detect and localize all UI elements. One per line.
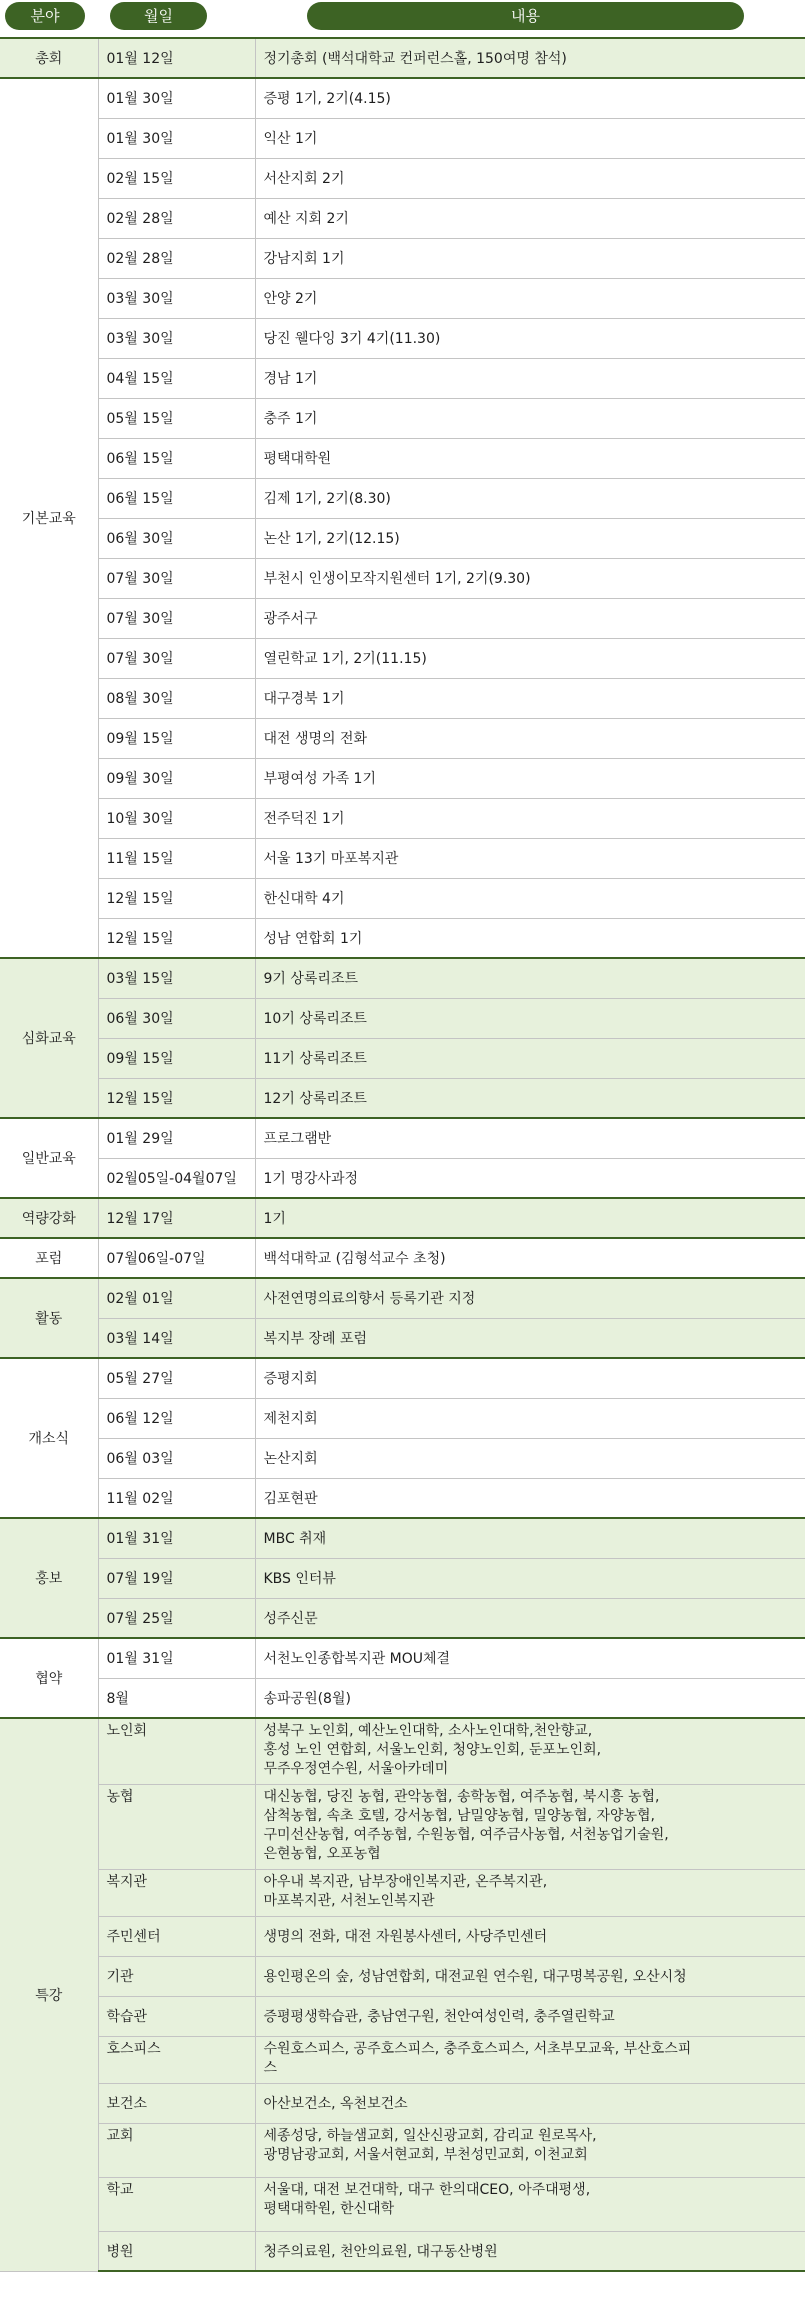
content-cell: 성주신문 <box>255 1598 805 1638</box>
date-cell: 호스피스 <box>98 2036 255 2083</box>
date-cell: 02월 28일 <box>98 198 255 238</box>
header-category: 분야 <box>5 2 85 30</box>
table-row <box>0 1784 805 1869</box>
date-cell: 01월 31일 <box>98 1638 255 1678</box>
content-cell: 평택대학원 <box>255 438 805 478</box>
table-row <box>0 1478 805 1518</box>
content-cell: 아우내 복지관, 남부장애인복지관, 온주복지관, 마포복지관, 서천노인복지관 <box>255 1869 805 1916</box>
table-row <box>0 1916 805 1956</box>
date-cell: 01월 30일 <box>98 118 255 158</box>
table-row <box>0 798 805 838</box>
content-cell: 생명의 전화, 대전 자원봉사센터, 사당주민센터 <box>255 1916 805 1956</box>
table-row <box>0 318 805 358</box>
category-cell: 일반교육 <box>0 1118 98 1198</box>
content-cell: 충주 1기 <box>255 398 805 438</box>
date-cell: 02월 28일 <box>98 238 255 278</box>
date-cell: 06월 30일 <box>98 998 255 1038</box>
table-row <box>0 758 805 798</box>
content-cell: 정기총회 (백석대학교 컨퍼런스홀, 150여명 참석) <box>255 38 805 78</box>
content-cell: KBS 인터뷰 <box>255 1558 805 1598</box>
table-row <box>0 1278 805 1318</box>
content-cell: 한신대학 4기 <box>255 878 805 918</box>
table-row <box>0 1598 805 1638</box>
content-cell: 제천지회 <box>255 1398 805 1438</box>
content-cell: 서울 13기 마포복지관 <box>255 838 805 878</box>
content-cell: 서천노인종합복지관 MOU체결 <box>255 1638 805 1678</box>
date-cell: 12월 15일 <box>98 1078 255 1118</box>
content-cell: 용인평온의 숲, 성남연합회, 대전교원 연수원, 대구명복공원, 오산시청 <box>255 1956 805 1996</box>
content-cell: 아산보건소, 옥천보건소 <box>255 2083 805 2123</box>
date-cell: 12월 15일 <box>98 918 255 958</box>
content-cell: 익산 1기 <box>255 118 805 158</box>
date-cell: 11월 15일 <box>98 838 255 878</box>
table-row <box>0 1398 805 1438</box>
category-cell: 포럼 <box>0 1238 98 1278</box>
date-cell: 05월 27일 <box>98 1358 255 1398</box>
table-row <box>0 838 805 878</box>
date-cell: 병원 <box>98 2231 255 2271</box>
date-cell: 05월 15일 <box>98 398 255 438</box>
table-row <box>0 958 805 998</box>
table-row <box>0 718 805 758</box>
date-cell: 주민센터 <box>98 1916 255 1956</box>
date-cell: 학교 <box>98 2177 255 2231</box>
date-cell: 복지관 <box>98 1869 255 1916</box>
table-row <box>0 358 805 398</box>
content-cell: 1기 명강사과정 <box>255 1158 805 1198</box>
date-cell: 01월 12일 <box>98 38 255 78</box>
content-cell: 성북구 노인회, 예산노인대학, 소사노인대학,천안향교, 홍성 노인 연합회, 서울노인회, 청양노인회, 둔포노인회, 무주우정연수원, 서울아카데미 <box>255 1718 805 1784</box>
content-cell: 당진 웰다잉 3기 4기(11.30) <box>255 318 805 358</box>
table-header <box>0 0 805 37</box>
date-cell: 07월06일-07일 <box>98 1238 255 1278</box>
table-row <box>0 1956 805 1996</box>
content-cell: 안양 2기 <box>255 278 805 318</box>
content-cell: 백석대학교 (김형석교수 초청) <box>255 1238 805 1278</box>
table-row <box>0 38 805 78</box>
date-cell: 07월 25일 <box>98 1598 255 1638</box>
content-cell: 프로그램반 <box>255 1118 805 1158</box>
date-cell: 학습관 <box>98 1996 255 2036</box>
date-cell: 03월 30일 <box>98 318 255 358</box>
table-row <box>0 478 805 518</box>
category-cell: 총회 <box>0 38 98 78</box>
category-cell: 개소식 <box>0 1358 98 1518</box>
date-cell: 06월 30일 <box>98 518 255 558</box>
date-cell: 07월 19일 <box>98 1558 255 1598</box>
table-row <box>0 2083 805 2123</box>
table-row <box>0 1518 805 1558</box>
content-cell: 전주덕진 1기 <box>255 798 805 838</box>
content-cell: 증평 1기, 2기(4.15) <box>255 78 805 118</box>
content-cell: 강남지회 1기 <box>255 238 805 278</box>
table-row <box>0 1558 805 1598</box>
date-cell: 04월 15일 <box>98 358 255 398</box>
date-cell: 06월 12일 <box>98 1398 255 1438</box>
content-cell: 1기 <box>255 1198 805 1238</box>
date-cell: 01월 29일 <box>98 1118 255 1158</box>
content-cell: 성남 연합회 1기 <box>255 918 805 958</box>
content-cell: 부평여성 가족 1기 <box>255 758 805 798</box>
content-cell: 서산지회 2기 <box>255 158 805 198</box>
date-cell: 07월 30일 <box>98 558 255 598</box>
date-cell: 02월05일-04월07일 <box>98 1158 255 1198</box>
category-cell: 활동 <box>0 1278 98 1358</box>
header-content: 내용 <box>307 2 744 30</box>
schedule-table <box>0 37 805 2272</box>
date-cell: 07월 30일 <box>98 638 255 678</box>
content-cell: 논산 1기, 2기(12.15) <box>255 518 805 558</box>
date-cell: 02월 01일 <box>98 1278 255 1318</box>
table-row <box>0 198 805 238</box>
table-row <box>0 158 805 198</box>
table-row <box>0 1318 805 1358</box>
date-cell: 12월 15일 <box>98 878 255 918</box>
table-row <box>0 1678 805 1718</box>
date-cell: 03월 30일 <box>98 278 255 318</box>
table-row <box>0 78 805 118</box>
date-cell: 기관 <box>98 1956 255 1996</box>
date-cell: 06월 15일 <box>98 438 255 478</box>
header-date: 월일 <box>110 2 207 30</box>
table-row <box>0 238 805 278</box>
content-cell: 9기 상록리조트 <box>255 958 805 998</box>
table-row <box>0 1638 805 1678</box>
category-cell: 역량강화 <box>0 1198 98 1238</box>
date-cell: 09월 15일 <box>98 718 255 758</box>
content-cell: 광주서구 <box>255 598 805 638</box>
table-row <box>0 918 805 958</box>
content-cell: 증평평생학습관, 충남연구원, 천안여성인력, 충주열린학교 <box>255 1996 805 2036</box>
content-cell: 논산지회 <box>255 1438 805 1478</box>
table-row <box>0 278 805 318</box>
content-cell: 대신농협, 당진 농협, 관악농협, 송학농협, 여주농협, 북시흥 농협, 삼척농협, 속초 호텔, 강서농협, 남밀양농협, 밀양농협, 자양농협, 구미선산농협, 여주농협, 수원농협, 여주금사농협, 서천농업기술원, 은현농협, 오포농협 <box>255 1784 805 1869</box>
date-cell: 09월 30일 <box>98 758 255 798</box>
date-cell: 03월 15일 <box>98 958 255 998</box>
table-row <box>0 1438 805 1478</box>
table-row <box>0 1358 805 1398</box>
content-cell: 예산 지회 2기 <box>255 198 805 238</box>
category-cell: 기본교육 <box>0 78 98 958</box>
table-row <box>0 1078 805 1118</box>
category-cell: 특강 <box>0 1718 98 2271</box>
content-cell: 증평지회 <box>255 1358 805 1398</box>
content-cell: 10기 상록리조트 <box>255 998 805 1038</box>
date-cell: 노인회 <box>98 1718 255 1784</box>
table-row <box>0 2231 805 2271</box>
content-cell: 김제 1기, 2기(8.30) <box>255 478 805 518</box>
table-row <box>0 558 805 598</box>
table-row <box>0 1038 805 1078</box>
table-row <box>0 1158 805 1198</box>
date-cell: 01월 30일 <box>98 78 255 118</box>
content-cell: 11기 상록리조트 <box>255 1038 805 1078</box>
table-row <box>0 118 805 158</box>
date-cell: 06월 15일 <box>98 478 255 518</box>
content-cell: 수원호스피스, 공주호스피스, 충주호스피스, 서초부모교육, 부산호스피 스 <box>255 2036 805 2083</box>
date-cell: 03월 14일 <box>98 1318 255 1358</box>
table-row <box>0 878 805 918</box>
table-row <box>0 998 805 1038</box>
table-row <box>0 1118 805 1158</box>
date-cell: 09월 15일 <box>98 1038 255 1078</box>
content-cell: 경남 1기 <box>255 358 805 398</box>
table-row <box>0 2036 805 2083</box>
table-row <box>0 1718 805 1784</box>
table-row <box>0 438 805 478</box>
content-cell: 청주의료원, 천안의료원, 대구동산병원 <box>255 2231 805 2271</box>
date-cell: 07월 30일 <box>98 598 255 638</box>
date-cell: 02월 15일 <box>98 158 255 198</box>
content-cell: 대구경북 1기 <box>255 678 805 718</box>
content-cell: 송파공원(8월) <box>255 1678 805 1718</box>
table-row <box>0 1198 805 1238</box>
content-cell: 사전연명의료의향서 등록기관 지정 <box>255 1278 805 1318</box>
content-cell: 세종성당, 하늘샘교회, 일산신광교회, 감리교 원로목사, 광명남광교회, 서울서현교회, 부천성민교회, 이천교회 <box>255 2123 805 2177</box>
category-cell: 심화교육 <box>0 958 98 1118</box>
date-cell: 06월 03일 <box>98 1438 255 1478</box>
table-row <box>0 2123 805 2177</box>
content-cell: 12기 상록리조트 <box>255 1078 805 1118</box>
category-cell: 협약 <box>0 1638 98 1718</box>
table-row <box>0 638 805 678</box>
date-cell: 08월 30일 <box>98 678 255 718</box>
date-cell: 01월 31일 <box>98 1518 255 1558</box>
table-row <box>0 678 805 718</box>
date-cell: 8월 <box>98 1678 255 1718</box>
category-cell: 홍보 <box>0 1518 98 1638</box>
table-row <box>0 1869 805 1916</box>
content-cell: 열린학교 1기, 2기(11.15) <box>255 638 805 678</box>
content-cell: 복지부 장례 포럼 <box>255 1318 805 1358</box>
content-cell: MBC 취재 <box>255 1518 805 1558</box>
table-row <box>0 1996 805 2036</box>
content-cell: 부천시 인생이모작지원센터 1기, 2기(9.30) <box>255 558 805 598</box>
date-cell: 10월 30일 <box>98 798 255 838</box>
content-cell: 대전 생명의 전화 <box>255 718 805 758</box>
table-row <box>0 598 805 638</box>
date-cell: 12월 17일 <box>98 1198 255 1238</box>
content-cell: 서울대, 대전 보건대학, 대구 한의대CEO, 아주대평생, 평택대학원, 한신대학 <box>255 2177 805 2231</box>
date-cell: 농협 <box>98 1784 255 1869</box>
content-cell: 김포현판 <box>255 1478 805 1518</box>
table-row <box>0 1238 805 1278</box>
table-row <box>0 398 805 438</box>
table-row <box>0 518 805 558</box>
date-cell: 교회 <box>98 2123 255 2177</box>
date-cell: 보건소 <box>98 2083 255 2123</box>
date-cell: 11월 02일 <box>98 1478 255 1518</box>
table-row <box>0 2177 805 2231</box>
